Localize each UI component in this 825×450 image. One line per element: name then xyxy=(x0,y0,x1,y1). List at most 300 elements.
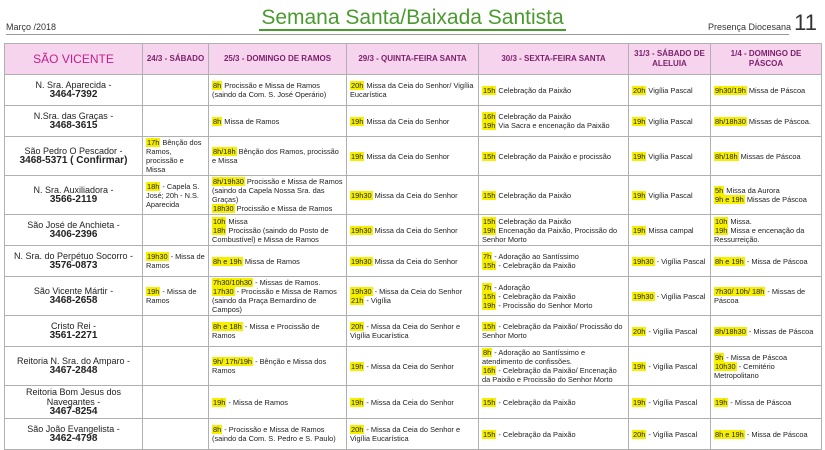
time-highlight: 19h xyxy=(483,121,496,130)
parish-cell xyxy=(5,347,143,386)
event-description: - Missa e Procissão de Ramos xyxy=(212,322,320,340)
event-description: - Missa de Ramos xyxy=(146,252,205,270)
page-title xyxy=(0,6,825,30)
time-highlight: 10h xyxy=(715,216,728,226)
table-row xyxy=(5,176,822,215)
parish-phone: 3467-2848 xyxy=(49,365,98,376)
schedule-entry xyxy=(350,117,475,126)
time-highlight: 19h30 xyxy=(351,190,372,200)
time-highlight: 19h30 xyxy=(351,225,372,235)
event-description: Missa. xyxy=(728,216,752,226)
schedule-entry xyxy=(350,226,475,235)
event-description: Celebração da Paixão xyxy=(496,112,572,121)
table-row xyxy=(5,137,822,176)
time-highlight: 16h xyxy=(483,366,496,375)
schedule-entry xyxy=(714,287,818,305)
schedule-entry xyxy=(632,292,707,301)
event-description: - Vigília Pascal xyxy=(646,361,698,371)
schedule-entry xyxy=(482,226,625,244)
schedule-entry xyxy=(212,425,343,443)
event-description: Missa da Aurora xyxy=(724,186,780,195)
event-description: - Vigília Pascal xyxy=(654,291,706,301)
time-highlight: 8h/18h30 xyxy=(715,116,746,126)
column-header: SÃO VICENTE xyxy=(5,44,143,75)
time-highlight: 9h xyxy=(715,352,724,362)
time-highlight: 19h30 xyxy=(633,291,654,301)
event-description: Missa de Ramos xyxy=(222,116,280,126)
parish-cell xyxy=(5,386,143,419)
event-description: Missa de Ramos xyxy=(242,256,300,266)
schedule-cell xyxy=(711,277,822,316)
schedule-entry xyxy=(632,327,707,336)
parish-phone: 3467-8254 xyxy=(49,406,98,417)
event-description: - Missa de Ramos xyxy=(146,287,197,305)
parish-cell xyxy=(5,106,143,137)
schedule-entry xyxy=(482,292,625,301)
event-description: Vigília Pascal xyxy=(646,116,693,126)
publication-name: Presença Diocesana xyxy=(707,22,791,32)
schedule-entry xyxy=(632,430,707,439)
schedule-entry xyxy=(482,283,625,292)
time-highlight: 19h xyxy=(147,287,160,296)
time-highlight: 18h30 xyxy=(213,204,234,213)
schedule-cell xyxy=(143,277,209,316)
time-highlight: 8h xyxy=(483,348,492,357)
event-description: Celebração da Paixão xyxy=(496,216,572,226)
schedule-entry xyxy=(212,322,343,340)
schedule-cell xyxy=(143,347,209,386)
table-row xyxy=(5,316,822,347)
schedule-cell xyxy=(143,215,209,246)
schedule-cell xyxy=(347,215,479,246)
schedule-cell xyxy=(711,347,822,386)
time-highlight: 19h xyxy=(351,397,364,407)
event-description: Missas de Páscoa xyxy=(738,151,801,161)
event-description: - Missa da Ceia do Senhor e Vigília Eucarística xyxy=(350,322,461,340)
time-highlight: 20h xyxy=(633,429,646,439)
column-header: 24/3 - SÁBADO xyxy=(143,44,209,75)
event-description: - Missa da Ceia do Senhor xyxy=(372,287,463,296)
time-highlight: 15h xyxy=(483,397,496,407)
event-description: - Vigília Pascal xyxy=(646,429,698,439)
schedule-cell xyxy=(629,75,711,106)
time-highlight: 8h e 19h xyxy=(715,256,744,266)
time-highlight: 19h xyxy=(633,361,646,371)
time-highlight: 18h xyxy=(147,181,160,191)
schedule-entry xyxy=(482,301,625,310)
parish-phone: 3464-7392 xyxy=(49,89,98,100)
parish-name: N.Sra. das Graças - xyxy=(33,111,114,121)
time-highlight: 19h xyxy=(633,397,646,407)
time-highlight: 18h xyxy=(213,225,226,235)
schedule-entry xyxy=(212,398,343,407)
event-description: Missas de Páscoa. xyxy=(746,116,811,126)
event-description: Missa campal xyxy=(646,225,694,235)
event-description: Missa da Ceia do Senhor xyxy=(372,225,458,235)
time-highlight: 16h xyxy=(483,112,496,121)
schedule-entry xyxy=(350,362,475,371)
event-description: Encenação da Paixão, Procissão do Senhor Morto xyxy=(482,225,618,244)
time-highlight: 8h/18h30 xyxy=(715,326,746,336)
schedule-cell xyxy=(479,106,629,137)
event-description: Missa da Ceia do Senhor xyxy=(372,256,458,266)
time-highlight: 8h xyxy=(213,425,222,434)
schedule-cell xyxy=(629,215,711,246)
time-highlight: 15h xyxy=(483,190,496,200)
schedule-entry xyxy=(350,296,475,305)
schedule-cell xyxy=(629,386,711,419)
schedule-cell xyxy=(143,316,209,347)
schedule-entry xyxy=(482,217,625,226)
time-highlight: 20h xyxy=(351,81,364,90)
schedule-entry xyxy=(714,152,818,161)
schedule-cell xyxy=(347,137,479,176)
time-highlight: 19h30 xyxy=(633,256,654,266)
event-description: Procissão (saindo do Posto de Combustível) e Missa de Ramos xyxy=(212,225,329,244)
schedule-cell xyxy=(711,386,822,419)
event-description: - Procissão e Missa de Ramos (saindo da Com. S. Pedro e S. Paulo) xyxy=(212,425,336,443)
parish-name: N. Sra. do Perpétuo Socorro - xyxy=(13,251,134,261)
event-description: - Missa da Ceia do Senhor e Vigília Eucarística xyxy=(350,425,461,443)
schedule-cell xyxy=(209,176,347,215)
schedule-cell xyxy=(347,386,479,419)
time-highlight: 19h xyxy=(633,190,646,200)
parish-phone: 3468-3615 xyxy=(49,120,98,131)
time-highlight: 8h/18h xyxy=(213,147,236,156)
schedule-entry xyxy=(350,152,475,161)
schedule-entry xyxy=(350,257,475,266)
time-highlight: 17h30 xyxy=(213,287,234,296)
time-highlight: 19h xyxy=(633,151,646,161)
schedule-entry xyxy=(714,186,818,195)
time-highlight: 10h xyxy=(213,216,226,226)
column-header: 1/4 - DOMINGO DE PÁSCOA xyxy=(711,44,822,75)
schedule-entry xyxy=(212,226,343,244)
event-description: - Celebração da Paixão/ Procissão do Senhor Morto xyxy=(482,322,623,340)
schedule-cell xyxy=(143,386,209,419)
schedule-entry xyxy=(482,121,625,130)
schedule-entry xyxy=(350,322,475,340)
schedule-entry xyxy=(482,398,625,407)
schedule-entry xyxy=(350,191,475,200)
parish-phone: 3462-4798 xyxy=(49,433,98,444)
schedule-entry xyxy=(632,152,707,161)
schedule-cell xyxy=(143,137,209,176)
time-highlight: 19h30 xyxy=(147,252,168,261)
parish-name: N. Sra. Aparecida - xyxy=(35,80,112,90)
event-description: Procissão e Missa de Ramos xyxy=(234,204,333,213)
schedule-entry xyxy=(632,226,707,235)
time-highlight: 15h xyxy=(483,216,496,226)
schedule-cell xyxy=(143,75,209,106)
page-title-text: Semana Santa/Baixada Santista xyxy=(261,6,564,29)
table-row xyxy=(5,386,822,419)
event-description: Celebração da Paixão e procissão xyxy=(496,151,611,161)
table-row xyxy=(5,277,822,316)
event-description: Missa da Ceia do Senhor xyxy=(372,190,458,200)
time-highlight: 8h e 18h xyxy=(213,322,242,331)
event-description: - Missas de Ramos. xyxy=(253,278,321,287)
time-highlight: 15h xyxy=(483,151,496,161)
schedule-cell xyxy=(711,176,822,215)
time-highlight: 7h xyxy=(483,252,492,261)
parish-name: São João Evangelista - xyxy=(27,424,120,434)
time-highlight: 19h30 xyxy=(351,287,372,296)
schedule-cell xyxy=(143,106,209,137)
time-highlight: 19h xyxy=(213,397,226,407)
schedule-entry xyxy=(632,398,707,407)
time-highlight: 9h30/19h xyxy=(715,85,746,95)
schedule-entry xyxy=(212,117,343,126)
time-highlight: 19h xyxy=(483,225,496,235)
parish-phone: 3561-2271 xyxy=(49,330,98,341)
event-description: Missa e encenação da Ressurreição. xyxy=(714,225,805,244)
parish-phone: 3406-2396 xyxy=(49,229,98,240)
table-row xyxy=(5,215,822,246)
time-highlight: 19h xyxy=(351,151,364,161)
event-description: - Missa de Páscoa xyxy=(728,397,792,407)
parish-cell xyxy=(5,277,143,316)
event-description: - Celebração da Paixão/ Encenação da Paixão e Procissão do Senhor Morto xyxy=(482,366,617,384)
schedule-cell xyxy=(479,277,629,316)
schedule-cell xyxy=(711,106,822,137)
column-header: 31/3 - SÁBADO DE ALELUIA xyxy=(629,44,711,75)
schedule-entry xyxy=(212,177,343,204)
event-description: - Adoração ao Santíssimo xyxy=(492,252,579,261)
table-row xyxy=(5,246,822,277)
issue-date: Março /2018 xyxy=(6,22,57,32)
schedule-cell xyxy=(479,215,629,246)
event-description: Missa da Ceia do Senhor/ Vigília Eucarística xyxy=(350,81,474,99)
schedule-cell xyxy=(347,106,479,137)
schedule-entry xyxy=(714,217,818,226)
time-highlight: 19h xyxy=(715,225,728,235)
schedule-cell xyxy=(479,176,629,215)
time-highlight: 19h xyxy=(351,361,364,371)
parish-cell xyxy=(5,246,143,277)
event-description: Bênção dos Ramos, procissão e Missa xyxy=(212,147,339,165)
time-highlight: 7h xyxy=(483,282,492,292)
schedule-cell xyxy=(209,215,347,246)
schedule-entry xyxy=(714,327,818,336)
schedule-cell xyxy=(479,347,629,386)
time-highlight: 15h xyxy=(483,429,496,439)
schedule-entry xyxy=(212,287,343,314)
schedule-cell xyxy=(209,277,347,316)
event-description: - Missas de Páscoa xyxy=(746,326,814,336)
event-description: - Missa da Ceia do Senhor xyxy=(364,397,454,407)
schedule-cell xyxy=(629,316,711,347)
time-highlight: 8h e 19h xyxy=(715,429,744,439)
parish-name: São Pedro O Pescador - xyxy=(24,146,123,156)
schedule-cell xyxy=(711,246,822,277)
schedule-cell xyxy=(209,347,347,386)
schedule-cell xyxy=(347,176,479,215)
parish-name: N. Sra. Auxiliadora - xyxy=(33,185,114,195)
schedule-entry xyxy=(482,430,625,439)
event-description: - Celebração da Paixão xyxy=(496,397,576,407)
schedule-cell xyxy=(479,316,629,347)
time-highlight: 19h xyxy=(633,225,646,235)
event-description: - Missa da Ceia do Senhor xyxy=(364,361,454,371)
schedule-cell xyxy=(479,137,629,176)
schedule-entry xyxy=(632,191,707,200)
schedule-entry xyxy=(714,86,818,95)
time-highlight: 15h xyxy=(483,322,496,331)
event-description: Missa da Ceia do Senhor xyxy=(364,116,450,126)
time-highlight: 19h xyxy=(351,116,364,126)
schedule-cell xyxy=(629,137,711,176)
schedule-entry xyxy=(632,117,707,126)
event-description: Vigília Pascal xyxy=(646,85,693,95)
schedule-entry xyxy=(212,217,343,226)
schedule-entry xyxy=(350,81,475,99)
event-description: - Missa de Ramos xyxy=(226,397,288,407)
time-highlight: 19h xyxy=(715,397,728,407)
parish-phone: 3468-2658 xyxy=(49,295,98,306)
schedule-entry xyxy=(714,117,818,126)
schedule-entry xyxy=(714,362,818,380)
event-description: Procissão e Missa de Ramos (saindo da Capela Nossa Sra. das Graças) xyxy=(212,177,343,204)
schedule-entry xyxy=(714,398,818,407)
event-description: Missa da Ceia do Senhor xyxy=(364,151,450,161)
parish-name: Cristo Rei - xyxy=(50,321,96,331)
event-description: - Procissão do Senhor Morto xyxy=(496,300,593,310)
time-highlight: 9h e 19h xyxy=(715,195,744,204)
schedule-cell xyxy=(629,176,711,215)
event-description: - Vigília Pascal xyxy=(646,397,698,407)
event-description: - Celebração da Paixão xyxy=(496,291,576,301)
event-description: - Missas de Páscoa xyxy=(714,287,806,305)
schedule-cell xyxy=(479,246,629,277)
schedule-entry xyxy=(482,366,625,384)
schedule-entry xyxy=(714,353,818,362)
event-description: - Celebração da Paixão xyxy=(496,261,576,270)
parish-cell xyxy=(5,215,143,246)
parish-cell xyxy=(5,176,143,215)
schedule-entry xyxy=(482,252,625,261)
time-highlight: 17h xyxy=(147,138,160,147)
time-highlight: 8h xyxy=(213,116,222,126)
parish-cell xyxy=(5,75,143,106)
event-description: - Missa de Páscoa xyxy=(744,256,808,266)
event-description: - Vigília Pascal xyxy=(646,326,698,336)
time-highlight: 5h xyxy=(715,186,724,195)
schedule-cell xyxy=(629,246,711,277)
event-description: - Celebração da Paixão xyxy=(496,429,576,439)
schedule-cell xyxy=(629,277,711,316)
event-description: Missas de Páscoa xyxy=(744,195,807,204)
schedule-entry xyxy=(714,257,818,266)
schedule-entry xyxy=(482,86,625,95)
schedule-entry xyxy=(146,138,205,174)
event-description: - Missa de Páscoa xyxy=(744,429,808,439)
schedule-entry xyxy=(212,257,343,266)
event-description: - Procissão e Missa de Ramos (saindo da Praça Bernardino de Campos) xyxy=(212,287,337,314)
event-description: Vigília Pascal xyxy=(646,151,693,161)
event-description: Celebração da Paixão xyxy=(496,85,572,95)
column-header: 30/3 - SEXTA-FEIRA SANTA xyxy=(479,44,629,75)
time-highlight: 10h30 xyxy=(715,361,736,371)
time-highlight: 8h/18h xyxy=(715,151,738,161)
schedule-cell xyxy=(143,176,209,215)
schedule-cell xyxy=(479,386,629,419)
schedule-cell xyxy=(711,215,822,246)
parish-name: São José de Anchieta - xyxy=(27,220,120,230)
table-header-row xyxy=(5,44,822,75)
schedule-cell xyxy=(209,75,347,106)
time-highlight: 20h xyxy=(351,322,364,331)
parish-name: São Vicente Mártir - xyxy=(33,286,114,296)
schedule-cell xyxy=(347,75,479,106)
schedule-entry xyxy=(350,398,475,407)
time-highlight: 21h xyxy=(351,296,364,305)
schedule-entry xyxy=(482,191,625,200)
schedule-cell xyxy=(209,386,347,419)
event-description: Missa xyxy=(226,216,248,226)
schedule-cell xyxy=(347,347,479,386)
schedule-cell xyxy=(209,106,347,137)
schedule-entry xyxy=(212,204,343,213)
schedule-cell xyxy=(209,246,347,277)
schedule-table xyxy=(4,43,822,450)
time-highlight: 19h xyxy=(483,300,496,310)
time-highlight: 8h/19h30 xyxy=(213,177,244,186)
parish-cell xyxy=(5,316,143,347)
parish-name: Reitoria N. Sra. do Amparo - xyxy=(16,356,131,366)
time-highlight: 8h xyxy=(213,81,222,90)
schedule-cell xyxy=(347,246,479,277)
event-description: - Capela S. José; 20h - N.S. Aparecida xyxy=(146,181,200,209)
table-row xyxy=(5,347,822,386)
schedule-entry xyxy=(482,261,625,270)
time-highlight: 7h30/ 10h/ 18h xyxy=(715,287,765,296)
schedule-entry xyxy=(350,425,475,443)
schedule-cell xyxy=(143,246,209,277)
schedule-cell xyxy=(209,316,347,347)
event-description: - Adoração xyxy=(492,282,531,292)
event-description: - Adoração ao Santíssimo e atendimento de confissões. xyxy=(482,348,586,366)
time-highlight: 15h xyxy=(483,291,496,301)
schedule-entry xyxy=(350,287,475,296)
schedule-entry xyxy=(146,252,205,270)
event-description: Missa de Páscoa xyxy=(746,85,806,95)
parish-phone: 3576-0873 xyxy=(49,260,98,271)
event-description: - Cemitério Metropolitano xyxy=(714,361,775,380)
time-highlight: 9h/ 17h/19h xyxy=(213,357,253,366)
time-highlight: 20h xyxy=(633,85,646,95)
event-description: Bênção dos Ramos, procissão e Missa xyxy=(146,138,202,174)
event-description: - Vigília xyxy=(364,296,391,305)
time-highlight: 15h xyxy=(483,261,496,270)
schedule-cell xyxy=(479,75,629,106)
schedule-entry xyxy=(714,430,818,439)
schedule-entry xyxy=(212,147,343,165)
schedule-entry xyxy=(482,152,625,161)
schedule-entry xyxy=(482,322,625,340)
page-number: 11 xyxy=(794,10,817,35)
time-highlight: 7h30/10h30 xyxy=(213,278,253,287)
header-divider xyxy=(6,34,789,35)
parish-name: Reitoria Bom Jesus dos Navegantes - xyxy=(25,387,122,407)
schedule-entry xyxy=(714,195,818,204)
column-header: 29/3 - QUINTA-FEIRA SANTA xyxy=(347,44,479,75)
event-description: Celebração da Paixão xyxy=(496,190,572,200)
schedule-entry xyxy=(632,362,707,371)
schedule-cell xyxy=(711,316,822,347)
parish-phone: 3566-2119 xyxy=(49,194,98,205)
schedule-cell xyxy=(629,106,711,137)
